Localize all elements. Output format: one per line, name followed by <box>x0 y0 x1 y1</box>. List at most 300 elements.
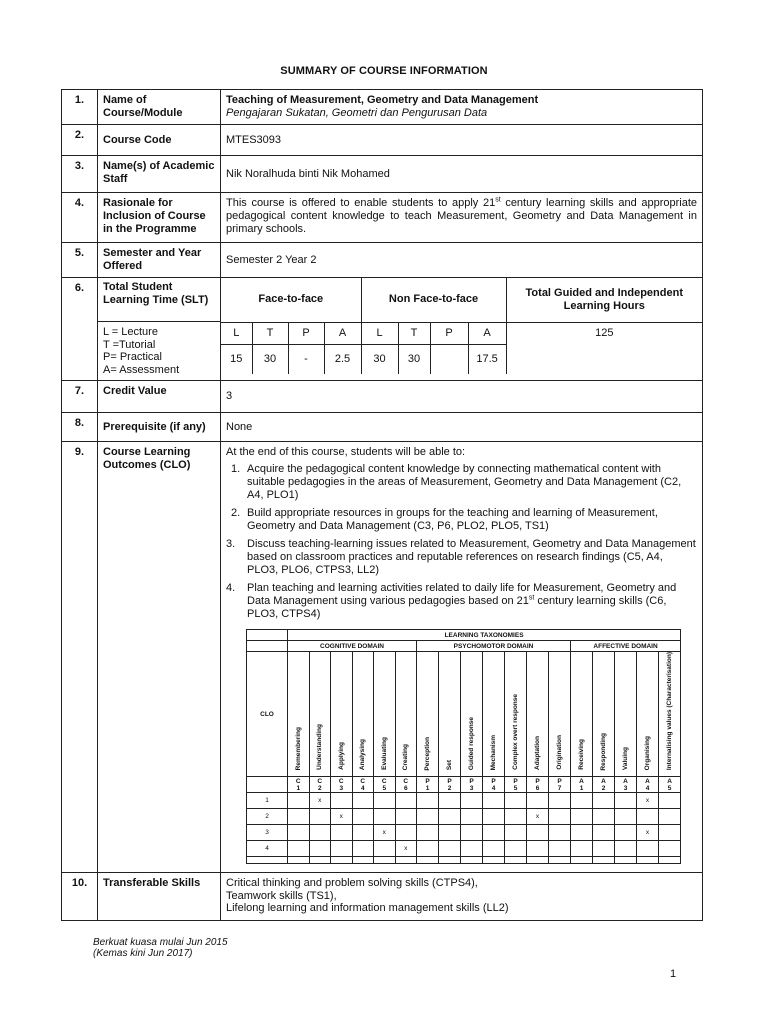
taxonomy-mark-cell <box>352 793 374 809</box>
taxonomy-empty-cell <box>505 857 527 864</box>
taxonomy-mark-cell <box>549 809 571 825</box>
taxonomy-mark-cell <box>483 793 505 809</box>
taxonomy-empty-cell <box>309 857 331 864</box>
semester-value: Semester 2 Year 2 <box>221 243 703 278</box>
skill-line: Teamwork skills (TS1), <box>226 889 337 902</box>
taxonomy-empty-cell <box>395 857 417 864</box>
clo-text-part: Acquire the pedagogical content knowledge by connecting mathematical content with suitable pedagogies in the areas of Measurement, Geometry and Data Management (C2, A4, PLO1) <box>247 463 682 501</box>
code-letter: C <box>381 777 387 785</box>
taxonomy-title: LEARNING TAXONOMIES <box>288 630 681 641</box>
code-number: 2 <box>317 784 322 792</box>
rationale-text <box>221 193 703 243</box>
taxonomy-level-label: Perception <box>424 736 431 771</box>
taxonomy-code-row <box>247 777 681 793</box>
taxonomy-level-cell <box>593 652 615 777</box>
taxonomy-empty-cell <box>288 857 310 864</box>
row-value <box>221 90 703 125</box>
taxonomy-level-cell <box>331 652 353 777</box>
code-number: 5 <box>513 784 518 792</box>
clo-text-part: Discuss teaching-learning issues related to Measurement, Geometry and Data Management based on classroom practices and reputable references on research findings (C5, A4, PLO3, PLO6, CTPS3, LL2) <box>247 538 696 576</box>
clo-intro: At the end of this course, students will be able to: <box>226 446 466 458</box>
taxonomy-mark-cell <box>505 793 527 809</box>
row-number: 4. <box>62 193 98 243</box>
taxonomy-mark-cell <box>483 809 505 825</box>
taxonomy-mark-cell <box>615 841 637 857</box>
taxonomy-mark-cell <box>659 841 681 857</box>
clo-item <box>226 463 697 502</box>
taxonomy-code <box>527 777 549 793</box>
taxonomy-mark-cell <box>439 793 461 809</box>
row-number: 5. <box>62 243 98 278</box>
taxonomy-mark-cell <box>549 841 571 857</box>
course-name-malay: Pengajaran Sukatan, Geometri dan Pengurusan Data <box>226 107 488 119</box>
code-letter: A <box>623 777 628 785</box>
taxonomy-empty-cell <box>637 857 659 864</box>
row-label: Name(s) of Academic Staff <box>98 156 221 193</box>
code-number: 4 <box>360 784 365 792</box>
code-number: 1 <box>579 784 584 792</box>
code-number: 3 <box>339 784 344 792</box>
taxonomy-level-row <box>247 652 681 777</box>
taxonomy-mark-cell <box>659 809 681 825</box>
taxonomy-mark-cell <box>505 841 527 857</box>
taxonomy-mark-cell <box>615 825 637 841</box>
taxonomy-clo-spacer <box>247 641 288 652</box>
code-letter: C <box>338 777 344 785</box>
footer-line: (Kemas kini Jun 2017) <box>93 948 193 959</box>
code-number: 1 <box>425 784 430 792</box>
page-number: 1 <box>670 968 677 980</box>
taxonomy-level-label: Receiving <box>578 739 585 771</box>
legend-practical: P= Practical <box>103 351 162 363</box>
taxonomy-code <box>288 777 310 793</box>
taxonomy-mark-cell <box>527 841 549 857</box>
taxonomy-mark-cell <box>527 825 549 841</box>
taxonomy-level-label: Remembering <box>294 726 302 771</box>
taxonomy-mark-cell <box>637 841 659 857</box>
clo-content <box>221 442 703 873</box>
taxonomy-empty-cell <box>615 857 637 864</box>
slt-col-tutorial: T <box>398 322 430 344</box>
taxonomy-title-row <box>247 630 681 641</box>
taxonomy-level-cell <box>395 652 417 777</box>
taxonomy-mark-cell <box>637 809 659 825</box>
taxonomy-code <box>483 777 505 793</box>
transferable-skills-list <box>221 873 703 921</box>
slt-value: 30 <box>361 344 398 374</box>
taxonomy-level-cell <box>352 652 374 777</box>
slt-legend <box>98 322 220 380</box>
taxonomy-level-cell <box>637 652 659 777</box>
taxonomy-empty-cell <box>659 857 681 864</box>
code-letter: A <box>645 777 650 785</box>
rationale-part: This course is offered to enable students to apply 21 <box>226 197 496 209</box>
code-letter: P <box>513 777 518 785</box>
taxonomy-empty-cell <box>352 857 374 864</box>
slt-col-practical: P <box>430 322 468 344</box>
taxonomy-mark-cell <box>309 825 331 841</box>
taxonomy-mark-cell: x <box>374 825 396 841</box>
code-letter: A <box>579 777 584 785</box>
taxonomy-level-cell <box>571 652 593 777</box>
row-semester <box>62 243 703 278</box>
code-number: 3 <box>469 784 474 792</box>
taxonomy-empty-cell <box>417 857 439 864</box>
taxonomy-code <box>395 777 417 793</box>
clo-number: 4. <box>226 582 236 594</box>
taxonomy-level-cell <box>309 652 331 777</box>
code-letter: P <box>469 777 474 785</box>
row-number: 2. <box>62 125 98 156</box>
clo-number: 1. <box>231 463 241 475</box>
slt-value: 30 <box>398 344 430 374</box>
taxonomy-mark-cell <box>331 841 353 857</box>
taxonomy-code <box>637 777 659 793</box>
course-code: MTES3093 <box>221 125 703 156</box>
taxonomy-clo-row <box>247 841 681 857</box>
row-course-name <box>62 90 703 125</box>
document-title: SUMMARY OF COURSE INFORMATION <box>280 65 488 77</box>
clo-text <box>247 463 697 502</box>
taxonomy-mark-cell <box>483 825 505 841</box>
row-number: 1. <box>62 90 98 125</box>
taxonomy-mark-cell <box>331 793 353 809</box>
row-number: 7. <box>62 381 98 413</box>
face-to-face-header: Face-to-face <box>221 278 361 322</box>
taxonomy-mark-cell: x <box>331 809 353 825</box>
code-number: 5 <box>667 784 672 792</box>
code-number: 2 <box>601 784 606 792</box>
taxonomy-level-cell <box>439 652 461 777</box>
slt-value: - <box>288 344 324 374</box>
taxonomy-mark-cell <box>549 825 571 841</box>
taxonomy-mark-cell <box>309 841 331 857</box>
course-info-table <box>61 89 703 921</box>
taxonomy-mark-cell: x <box>395 841 417 857</box>
taxonomy-level-cell <box>417 652 439 777</box>
code-number: 6 <box>403 784 408 792</box>
taxonomy-empty-row <box>247 857 681 864</box>
taxonomy-empty-cell <box>247 857 288 864</box>
taxonomy-mark-cell <box>439 825 461 841</box>
row-label <box>98 278 221 381</box>
superscript: st <box>495 196 501 204</box>
code-letter: P <box>557 777 562 785</box>
taxonomy-mark-cell <box>374 841 396 857</box>
taxonomy-empty-cell <box>527 857 549 864</box>
code-letter: P <box>425 777 430 785</box>
code-number: 5 <box>382 784 387 792</box>
taxonomy-level-cell <box>505 652 527 777</box>
row-label: Course Learning Outcomes (CLO) <box>98 442 221 873</box>
code-letter: P <box>447 777 452 785</box>
taxonomy-mark-cell <box>461 809 483 825</box>
taxonomy-empty-cell <box>461 857 483 864</box>
taxonomy-clo-number: 4 <box>247 841 288 857</box>
total-hours-header: Total Guided and Independent Learning Hours <box>506 278 702 322</box>
academic-staff-name: Nik Noralhuda binti Nik Mohamed <box>221 156 703 193</box>
code-letter: C <box>360 777 366 785</box>
code-letter: P <box>491 777 496 785</box>
code-number: 6 <box>535 784 540 792</box>
clo-number: 2. <box>231 507 241 519</box>
slt-col-lecture: L <box>361 322 398 344</box>
taxonomy-mark-cell <box>571 793 593 809</box>
row-label: Semester and Year Offered <box>98 243 221 278</box>
code-number: 1 <box>296 784 301 792</box>
taxonomy-level-label: Responding <box>600 732 607 771</box>
code-letter: C <box>295 777 301 785</box>
slt-table <box>221 278 702 374</box>
course-name: Teaching of Measurement, Geometry and Data Management <box>226 94 539 106</box>
taxonomy-mark-cell <box>505 809 527 825</box>
slt-col-lecture: L <box>221 322 252 344</box>
learning-taxonomy-table <box>246 629 681 864</box>
taxonomy-mark-cell <box>615 809 637 825</box>
taxonomy-level-label: Creating <box>402 743 410 771</box>
slt-label: Total Student Learning Time (SLT) <box>98 278 220 322</box>
taxonomy-empty-cell <box>483 857 505 864</box>
taxonomy-mark-cell <box>659 793 681 809</box>
domain-header: PSYCHOMOTOR DOMAIN <box>417 641 571 652</box>
row-number: 8. <box>62 413 98 442</box>
taxonomy-empty-cell <box>593 857 615 864</box>
taxonomy-mark-cell <box>395 793 417 809</box>
taxonomy-clo-row <box>247 809 681 825</box>
code-letter: A <box>667 777 672 785</box>
taxonomy-mark-cell <box>288 809 310 825</box>
slt-value: 17.5 <box>468 344 506 374</box>
taxonomy-level-label: Origination <box>556 735 563 771</box>
clo-text <box>247 507 697 533</box>
taxonomy-mark-cell <box>505 825 527 841</box>
slt-grid-cell <box>221 278 703 381</box>
domain-header: AFFECTIVE DOMAIN <box>571 641 681 652</box>
code-letter: P <box>535 777 540 785</box>
code-letter: C <box>403 777 409 785</box>
row-academic-staff <box>62 156 703 193</box>
code-number: 4 <box>491 784 496 792</box>
skill-line: Lifelong learning and information management skills (LL2) <box>226 902 509 915</box>
row-clo <box>62 442 703 873</box>
taxonomy-clo-spacer <box>247 630 288 641</box>
taxonomy-mark-cell <box>527 793 549 809</box>
taxonomy-code <box>461 777 483 793</box>
clo-item <box>226 507 697 533</box>
row-course-code <box>62 125 703 156</box>
taxonomy-code <box>417 777 439 793</box>
clo-text-part: Build appropriate resources in groups for the teaching and learning of Measurement, Geometry and Data Management (C3, P6, PLO2, PLO5, TS1) <box>247 507 658 532</box>
taxonomy-empty-cell <box>331 857 353 864</box>
row-credit-value <box>62 381 703 413</box>
taxonomy-level-label: Valuing <box>622 747 629 771</box>
taxonomy-level-cell <box>527 652 549 777</box>
non-face-to-face-header: Non Face-to-face <box>361 278 506 322</box>
footer-note <box>93 937 228 959</box>
taxonomy-code-spacer <box>247 777 288 793</box>
taxonomy-clo-row <box>247 793 681 809</box>
taxonomy-code <box>615 777 637 793</box>
taxonomy-empty-cell <box>549 857 571 864</box>
row-label: Prerequisite (if any) <box>98 413 221 442</box>
taxonomy-mark-cell <box>461 825 483 841</box>
taxonomy-level-cell <box>461 652 483 777</box>
taxonomy-clo-number: 3 <box>247 825 288 841</box>
slt-value: 2.5 <box>324 344 361 374</box>
taxonomy-mark-cell <box>615 793 637 809</box>
code-number: 2 <box>447 784 452 792</box>
taxonomy-level-label: Mechanism <box>490 734 497 771</box>
taxonomy-code <box>549 777 571 793</box>
taxonomy-mark-cell <box>288 841 310 857</box>
rationale-part: century learning skills and appropriate pedagogical content knowledge to teach Measurement, Geometry and Data Management in primary schools. <box>226 197 697 235</box>
code-letter: C <box>317 777 323 785</box>
taxonomy-mark-cell <box>659 825 681 841</box>
clo-item <box>226 582 697 621</box>
row-number: 3. <box>62 156 98 193</box>
taxonomy-clo-row <box>247 825 681 841</box>
row-number: 6. <box>62 278 98 381</box>
clo-text <box>247 538 697 577</box>
taxonomy-empty-cell <box>374 857 396 864</box>
taxonomy-level-label: Organising <box>644 735 651 771</box>
taxonomy-level-cell <box>288 652 310 777</box>
taxonomy-mark-cell <box>593 809 615 825</box>
clo-item <box>226 538 697 577</box>
taxonomy-mark-cell <box>352 809 374 825</box>
taxonomy-code <box>374 777 396 793</box>
taxonomy-empty-cell <box>439 857 461 864</box>
taxonomy-mark-cell <box>417 809 439 825</box>
row-label: Name of Course/Module <box>98 90 221 125</box>
clo-number: 3. <box>226 538 236 550</box>
legend-tutorial: T =Tutorial <box>103 338 156 351</box>
row-prerequisite <box>62 413 703 442</box>
taxonomy-mark-cell: x <box>637 825 659 841</box>
taxonomy-mark-cell <box>439 841 461 857</box>
taxonomy-mark-cell: x <box>637 793 659 809</box>
code-number: 7 <box>557 784 562 792</box>
row-transferable-skills <box>62 873 703 921</box>
footer-line: Berkuat kuasa mulai Jun 2015 <box>93 937 228 948</box>
taxonomy-mark-cell <box>288 793 310 809</box>
taxonomy-mark-cell <box>395 825 417 841</box>
taxonomy-level-label: Applying <box>337 742 345 771</box>
taxonomy-mark-cell <box>374 793 396 809</box>
taxonomy-mark-cell <box>417 793 439 809</box>
legend-assessment: A= Assessment <box>103 363 180 376</box>
prerequisite-value: None <box>221 413 703 442</box>
taxonomy-level-label: Analysing <box>359 739 367 771</box>
taxonomy-code <box>439 777 461 793</box>
code-number: 3 <box>623 784 628 792</box>
taxonomy-code <box>571 777 593 793</box>
taxonomy-clo-number: 1 <box>247 793 288 809</box>
taxonomy-mark-cell <box>439 809 461 825</box>
taxonomy-mark-cell <box>571 825 593 841</box>
taxonomy-level-label: Guided response <box>468 717 475 771</box>
clo-column-header: CLO <box>247 652 288 777</box>
taxonomy-mark-cell <box>417 825 439 841</box>
taxonomy-code <box>659 777 681 793</box>
taxonomy-level-label: Internalising values (Characterisation) <box>666 652 674 771</box>
row-slt <box>62 278 703 381</box>
taxonomy-mark-cell <box>461 841 483 857</box>
taxonomy-mark-cell <box>483 841 505 857</box>
taxonomy-level-label: Adaptation <box>534 736 541 771</box>
taxonomy-mark-cell <box>352 841 374 857</box>
skill-line: Critical thinking and problem solving skills (CTPS4), <box>226 877 478 890</box>
taxonomy-mark-cell <box>461 793 483 809</box>
slt-value <box>430 344 468 374</box>
clo-text <box>247 582 697 621</box>
taxonomy-clo-number: 2 <box>247 809 288 825</box>
row-label: Credit Value <box>98 381 221 413</box>
taxonomy-code <box>352 777 374 793</box>
taxonomy-level-label: Evaluating <box>380 737 388 771</box>
taxonomy-domain-row <box>247 641 681 652</box>
taxonomy-level-label: Understanding <box>316 724 324 771</box>
taxonomy-mark-cell <box>352 825 374 841</box>
slt-col-assessment: A <box>324 322 361 344</box>
slt-value: 15 <box>221 344 252 374</box>
taxonomy-mark-cell <box>571 841 593 857</box>
taxonomy-mark-cell <box>288 825 310 841</box>
taxonomy-mark-cell <box>374 809 396 825</box>
code-number: 4 <box>645 784 650 792</box>
clo-text-part: century learning skills (C6, PLO3, CTPS4) <box>247 595 667 620</box>
taxonomy-mark-cell: x <box>309 793 331 809</box>
taxonomy-mark-cell <box>417 841 439 857</box>
taxonomy-mark-cell <box>549 793 571 809</box>
row-label: Course Code <box>98 125 221 156</box>
domain-header: COGNITIVE DOMAIN <box>288 641 417 652</box>
taxonomy-mark-cell <box>395 809 417 825</box>
row-rationale <box>62 193 703 243</box>
taxonomy-level-label: Complex overt response <box>512 694 519 771</box>
taxonomy-empty-cell <box>571 857 593 864</box>
taxonomy-mark-cell <box>571 809 593 825</box>
row-label: Rasionale for Inclusion of Course in the Programme <box>98 193 221 243</box>
superscript: st <box>528 594 535 602</box>
slt-col-practical: P <box>288 322 324 344</box>
credit-value: 3 <box>221 381 703 413</box>
row-number: 9. <box>62 442 98 873</box>
taxonomy-level-cell <box>483 652 505 777</box>
taxonomy-code <box>309 777 331 793</box>
slt-total: 125 <box>506 322 702 374</box>
slt-col-assessment: A <box>468 322 506 344</box>
taxonomy-mark-cell <box>593 825 615 841</box>
taxonomy-level-cell <box>615 652 637 777</box>
clo-list <box>226 463 697 621</box>
slt-value: 30 <box>252 344 288 374</box>
taxonomy-mark-cell <box>593 793 615 809</box>
taxonomy-mark-cell: x <box>527 809 549 825</box>
row-number: 10. <box>62 873 98 921</box>
taxonomy-mark-cell <box>309 809 331 825</box>
taxonomy-code <box>505 777 527 793</box>
taxonomy-mark-cell <box>593 841 615 857</box>
taxonomy-code <box>593 777 615 793</box>
row-label: Transferable Skills <box>98 873 221 921</box>
taxonomy-level-label: Set <box>446 760 453 771</box>
code-letter: A <box>601 777 606 785</box>
slt-col-tutorial: T <box>252 322 288 344</box>
taxonomy-level-cell <box>659 652 681 777</box>
legend-lecture: L = Lecture <box>103 326 158 338</box>
taxonomy-level-cell <box>549 652 571 777</box>
